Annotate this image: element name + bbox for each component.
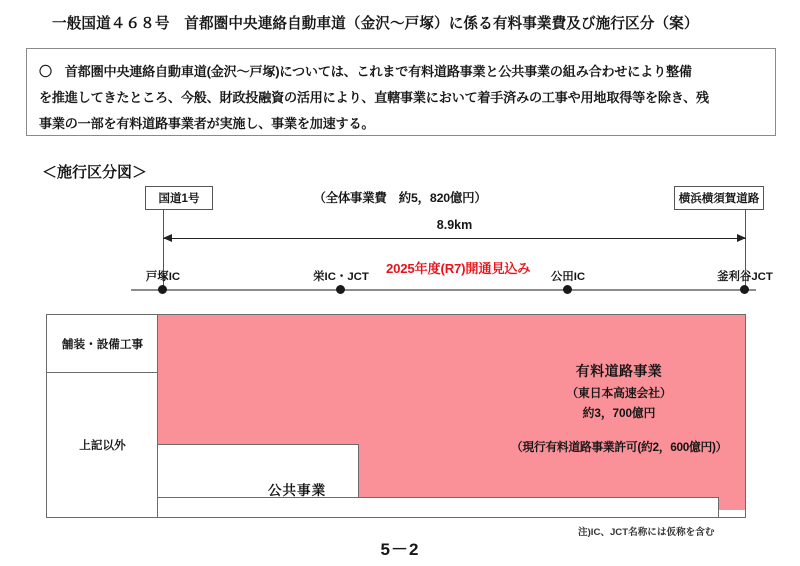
summary-line-1: 〇 首都圏中央連絡自動車道(金沢～戸塚)については、これまで有料道路事業と公共事業の組み合わせにより整備	[39, 64, 692, 79]
toll-road-existing-permit-note: （現行有料道路事業許可(約2，600億円)）	[510, 440, 728, 454]
arrow-right-icon	[737, 234, 746, 242]
toll-road-operator: （東日本高速会社）	[566, 386, 672, 400]
toll-road-text-group	[459, 361, 779, 455]
dimension-line	[163, 238, 746, 239]
ic-node-totsuka	[158, 285, 167, 294]
ic-label-totsuka: 戸塚IC	[145, 271, 181, 283]
endpoint-label-left: 国道1号	[145, 186, 213, 210]
diagram-row-label-column	[47, 315, 158, 517]
distance-dimension	[163, 218, 746, 239]
page-title: 一般国道４６８号 首都圏中央連絡自動車道（金沢～戸塚）に係る有料事業費及び施行区分（案）	[52, 16, 699, 32]
ic-label-sakae: 栄IC・JCT	[313, 271, 369, 283]
ic-node-kariba	[740, 285, 749, 294]
toll-road-title: 有料道路事業	[575, 363, 663, 379]
page-number: 5－2	[380, 540, 420, 559]
opening-year-note: 2025年度(R7)開通見込み	[386, 261, 531, 276]
arrow-left-icon	[163, 234, 172, 242]
row-label-other: 上記以外	[79, 439, 126, 452]
summary-box	[26, 48, 776, 136]
row-label-paving: 舗装・設備工事	[47, 315, 158, 373]
ic-label-kariba: 釜利谷JCT	[717, 271, 773, 283]
public-works-label: 公共事業	[267, 483, 327, 498]
public-works-region-strip	[158, 497, 719, 517]
construction-division-diagram	[46, 314, 746, 518]
summary-line-3: 事業の一部を有料道路事業者が実施し、事業を加速する。	[39, 116, 375, 131]
ic-node-sakae	[336, 285, 345, 294]
section-heading: ＜施行区分図＞	[42, 164, 148, 181]
ic-node-kuden	[563, 285, 572, 294]
total-cost-caption: （全体事業費 約5，820億円）	[313, 191, 487, 205]
summary-line-2: を推進してきたところ、今般、財政投融資の活用により、直轄事業において着手済みの工事や用地取得等を除き、残	[39, 90, 709, 105]
toll-road-amount: 約3，700億円	[582, 406, 656, 420]
distance-label: 8.9km	[436, 218, 473, 232]
ic-label-kuden: 公田IC	[550, 271, 586, 283]
footnote: 注)IC、JCT名称には仮称を含む	[578, 527, 715, 538]
route-axis-line	[131, 289, 756, 291]
endpoint-label-right: 横浜横須賀道路	[674, 186, 764, 210]
